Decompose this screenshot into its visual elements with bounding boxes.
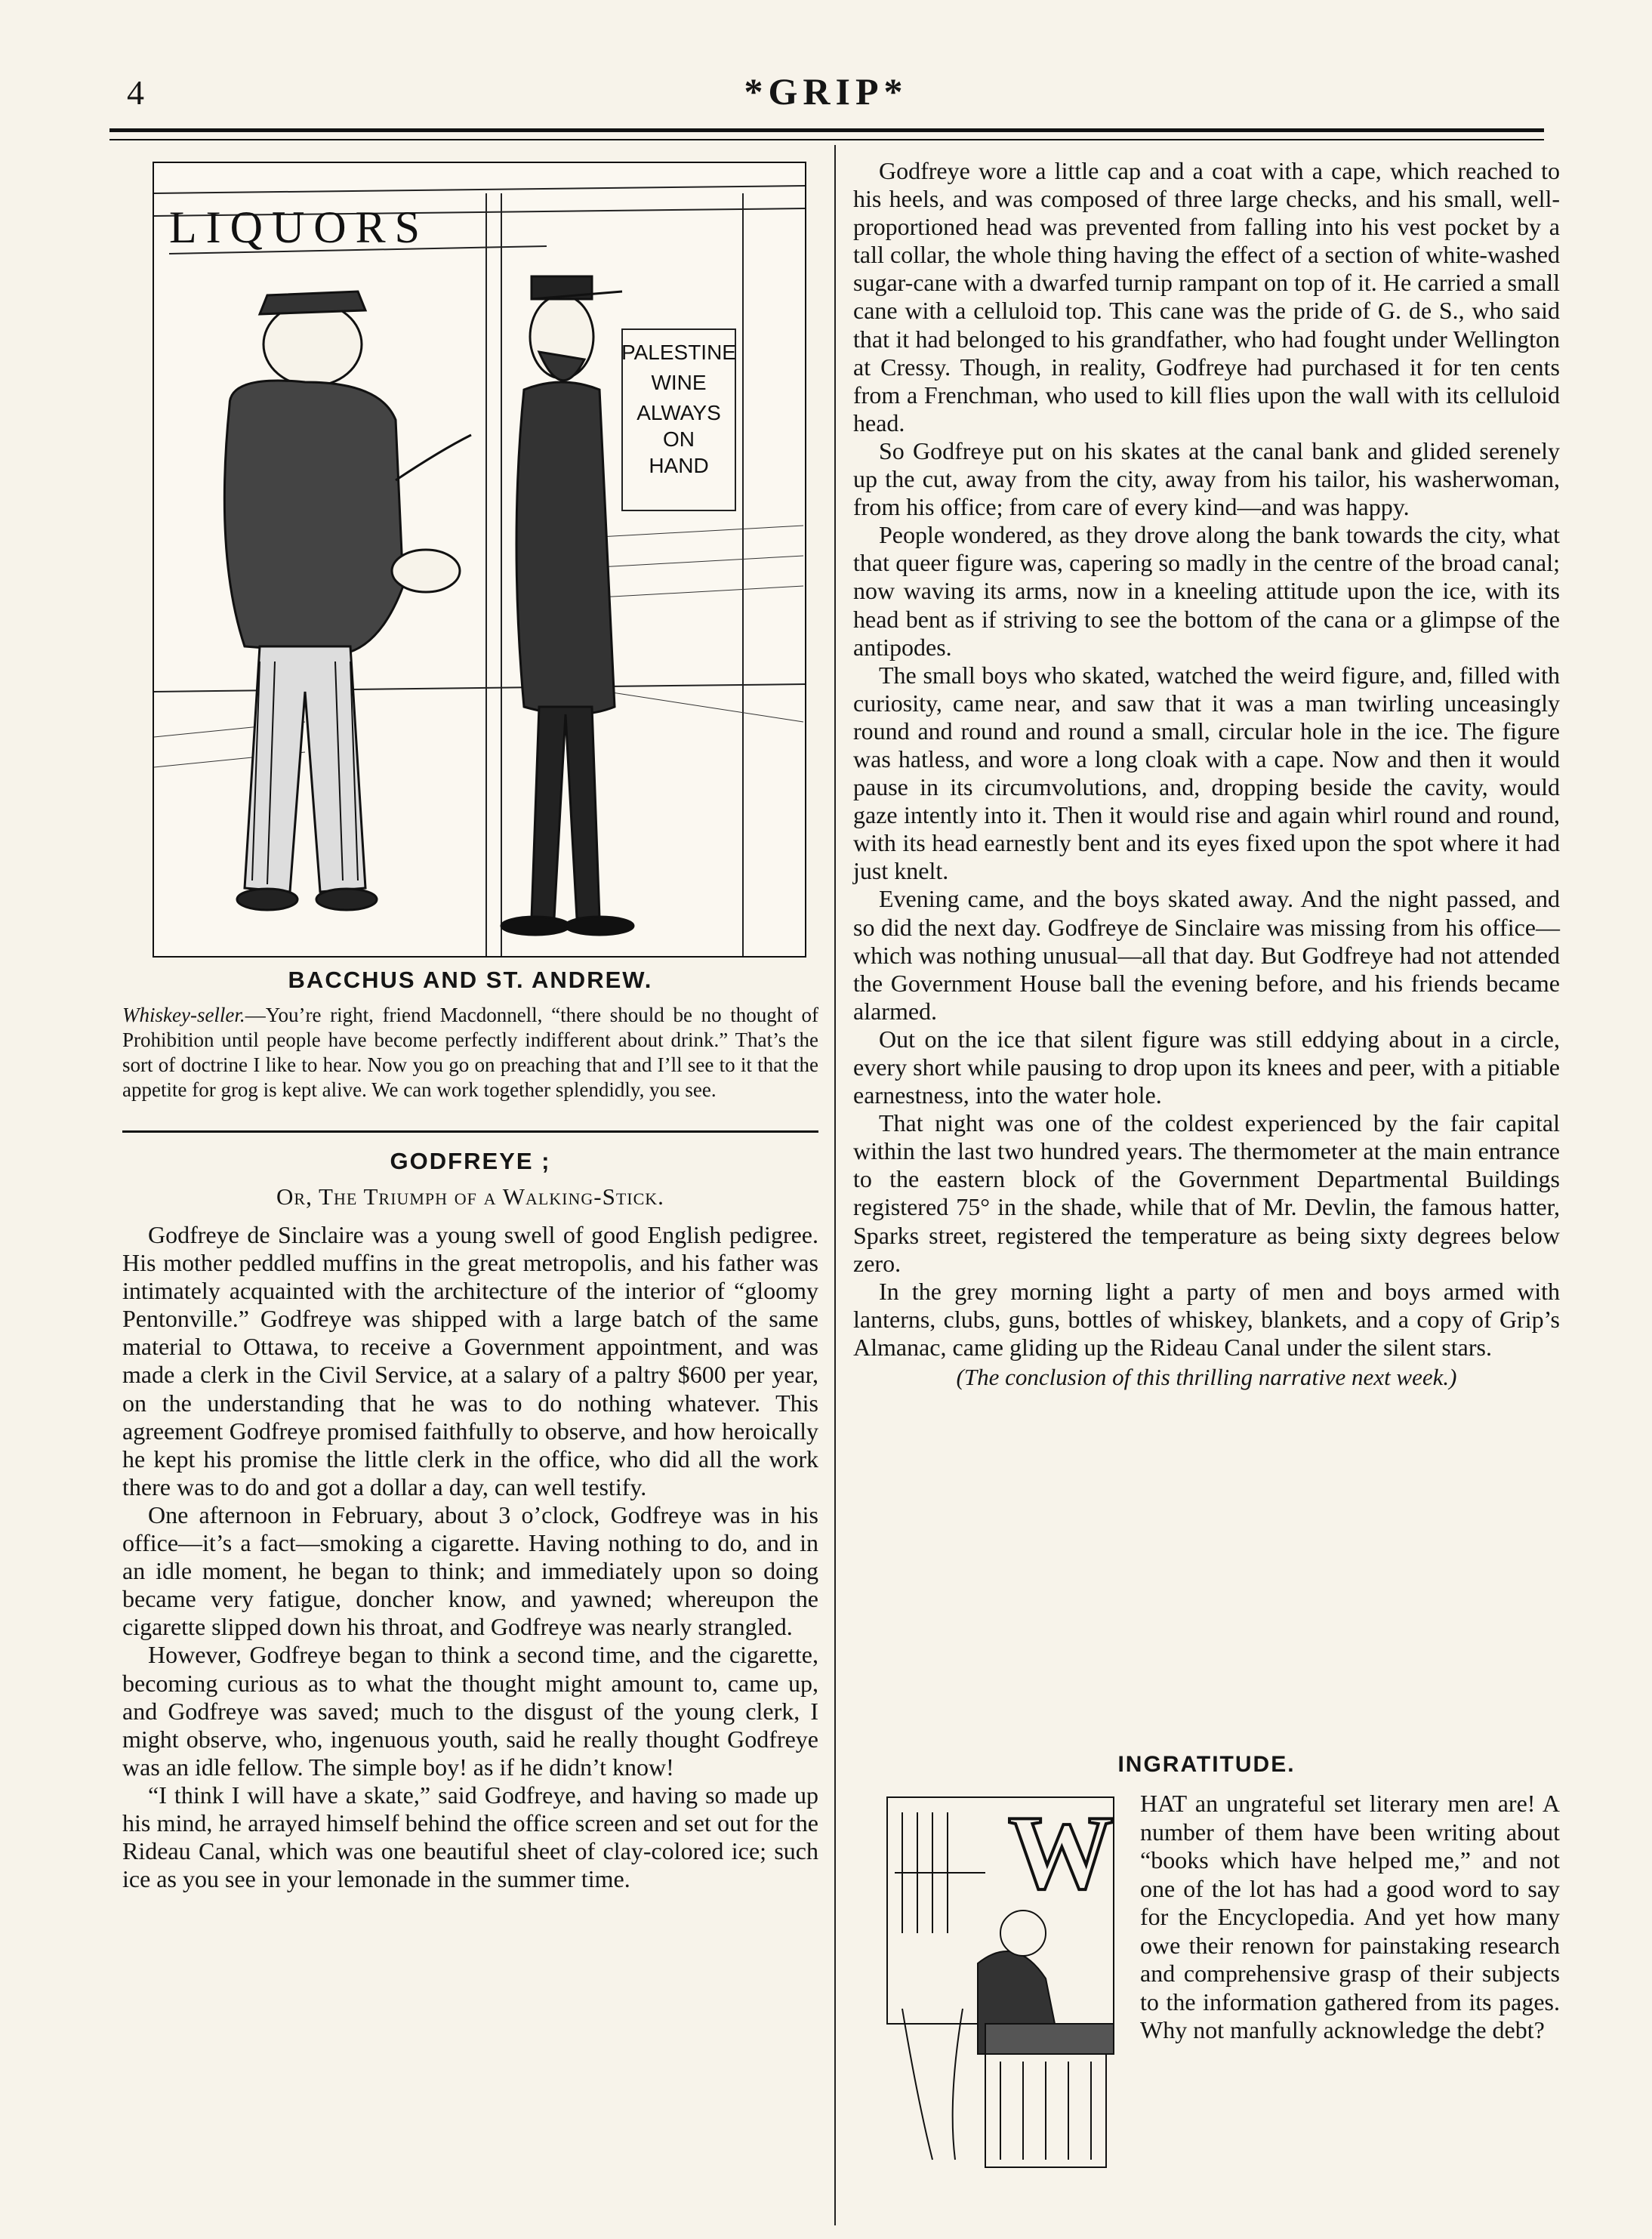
story-paragraph: Evening came, and the boys skated away. And the night passed, and so did the next day. Godfreye de Sinclaire was missing from his office—which was nothing unusual—all that day. But Godfreye had not attended the Government House ball the evening before, and his friends became alarmed. <box>853 885 1560 1025</box>
caption-speaker: Whiskey-seller. <box>122 1004 245 1026</box>
cartoon-caption <box>122 1003 818 1103</box>
wine-sign-line: WINE <box>651 371 707 394</box>
handshake <box>392 550 460 592</box>
header-rule-thin <box>109 139 1544 140</box>
section-rule <box>122 1130 818 1133</box>
story-paragraph: Godfreye de Sinclaire was a young swell of good English pedigree. His mother peddled muffins in the great metropolis, and his father was intimately acquainted with the architecture of the interior of “gloomy Pentonville.” Godfreye was shipped with a large batch of the same material to Ottawa, to receive a Government appointment, and was made a clerk in the Civil Service, at a salary of a paltry $600 per year, on the understanding that he was to do nothing whatever. This agreement Godfreye promised faithfully to observe, and how heroically he kept his promise the little clerk in the office, who did all the work there was to do and got a dollar a day, can well testify. <box>122 1221 818 1500</box>
story-subtitle: Or, The Triumph of a Walking-Stick. <box>276 1183 664 1210</box>
story-paragraph: One afternoon in February, about 3 o’clock, Godfreye was in his office—it’s a fact—smoking a cigarette. Having nothing to do, and in an idle moment, he began to think; and immediately upon so doing became very fatigue, doncher know, and yawned; whereupon the cigarette slipped down his throat, and Godfreye was nearly strangled. <box>122 1500 818 1641</box>
story-paragraph: However, Godfreye began to think a second time, and the cigarette, becoming curious as to what the thought might amount to, came up, and Godfreye was saved; much to the disgust of the young clerk, I might observe, who, ingenuous youth, said he really thought Godfreye was an idle fellow. The simple boy! as if he didn’t know! <box>122 1641 818 1781</box>
story-paragraph: “I think I will have a skate,” said Godfreye, and having so made up his mind, he arrayed himself behind the office screen and set out for the Rideau Canal, which was one beautiful sheet of clay-colored ice; such ice as you see in your lemonade in the summer time. <box>122 1781 818 1893</box>
conclusion-note: (The conclusion of this thrilling narrative next week.) <box>956 1364 1457 1391</box>
caption-text: —You’re right, friend Macdonnell, “there should be no thought of Prohibition until people have become perfectly indifferent about drink.” That’s the sort of doctrine I like to hear. Now you go on preaching that and I’ll see to it that the appetite for grog is kept alive. We can work together splendidly, you see. <box>122 1004 818 1101</box>
story-right-column <box>853 157 1560 1391</box>
story-paragraph: People wondered, as they drove along the bank towards the city, what that queer figure was, capering so madly in the centre of the broad canal; now waving its arms, now in a kneeling attitude upon the ice, with its head bent as if striving to see the bottom of the cana or a glimpse of the antipodes. <box>853 521 1560 661</box>
ingratitude-text: HAT an ungrateful set literary men are! A number of them have been writing about “books which have helped me,” and not one of the lot has had a good word to say for the Encyclopedia. And yet how many owe their renown for painstaking research and comprehensive grasp of their subjects to the information gathered from its pages. Why not manfully acknowledge the debt? <box>1140 1790 1560 2043</box>
story-paragraph: Out on the ice that silent figure was still eddying about in a circle, every short while pausing to drop upon its knees and peer, with a pitiable earnestness, into the water hole. <box>853 1025 1560 1109</box>
ingratitude-title: INGRATITUDE. <box>1117 1752 1296 1777</box>
wine-sign-line: ON <box>663 427 695 451</box>
story-paragraph: So Godfreye put on his skates at the canal bank and glided serenely up the cut, away from the city, away from his tailor, his washerwoman, from his office; from care of every kind—and was happy. <box>853 436 1560 521</box>
st-andrew-figure <box>501 276 633 935</box>
header-rule <box>109 128 1544 132</box>
magazine-title: *GRIP* <box>744 70 908 113</box>
story-title: GODFREYE ; <box>390 1148 551 1174</box>
story-paragraph: The small boys who skated, watched the weird figure, and, filled with curiosity, came near, and saw that it was a man twirling unceasingly round and round and round a small, circular hole in the ice. The figure was hatless, and wore a long cloak with a cape. Now and then it would pause in its circumvolutions, and, dropping beside the cavity, would gaze intently into it. Then it would rise and again whirl round and round, with its head earnestly bent and its eyes fixed upon the spot where it had just knelt. <box>853 661 1560 885</box>
wine-sign-line: PALESTINE <box>621 341 736 364</box>
column-divider <box>834 145 836 2225</box>
masthead <box>0 69 1652 122</box>
wine-sign-line: ALWAYS <box>636 401 721 424</box>
cartoon-illustration <box>153 162 806 958</box>
scholar-woodcut <box>872 1782 1136 2175</box>
story-paragraph: In the grey morning light a party of men and boys armed with lanterns, clubs, guns, bottles of whiskey, blankets, and a copy of Grip’s Almanac, came gliding up the Rideau Canal under the silent stars. <box>853 1277 1560 1361</box>
story-paragraph: Godfreye wore a little cap and a coat with a cape, which reached to his heels, and was composed of three large checks, and his small, well-proportioned head was prevented from falling into his vest pocket by a tall collar, the whole thing having the effect of a section of white-washed sugar-cane with a dwarfed turnip rampant on top of it. He carried a small cane with a celluloid top. This cane was the pride of G. de S., who said that it had belonged to his grandfather, who had fought under Wellington at Cressy. Though, in reality, Godfreye had purchased it for ten cents from a Frenchman, who used to kill flies upon the wall with its celluloid head. <box>853 157 1560 436</box>
liquors-sign: LIQUORS <box>169 202 430 252</box>
wine-sign-line: HAND <box>649 454 709 477</box>
cartoon-caption-title: BACCHUS AND ST. ANDREW. <box>288 967 653 993</box>
drop-cap: W <box>1008 1794 1114 1911</box>
page-number: 4 <box>127 73 144 112</box>
story-paragraph: That night was one of the coldest experienced by the fair capital within the last two hundred years. The thermometer at the main entrance to the eastern block of the Government Departmental Buildings registered 75° in the shade, while that of Mr. Devlin, the famous hatter, Sparks street, registered the temperature as being sixty degrees below zero. <box>853 1109 1560 1277</box>
whiskey-seller-figure <box>224 291 471 910</box>
story-left-column <box>122 1221 818 1893</box>
